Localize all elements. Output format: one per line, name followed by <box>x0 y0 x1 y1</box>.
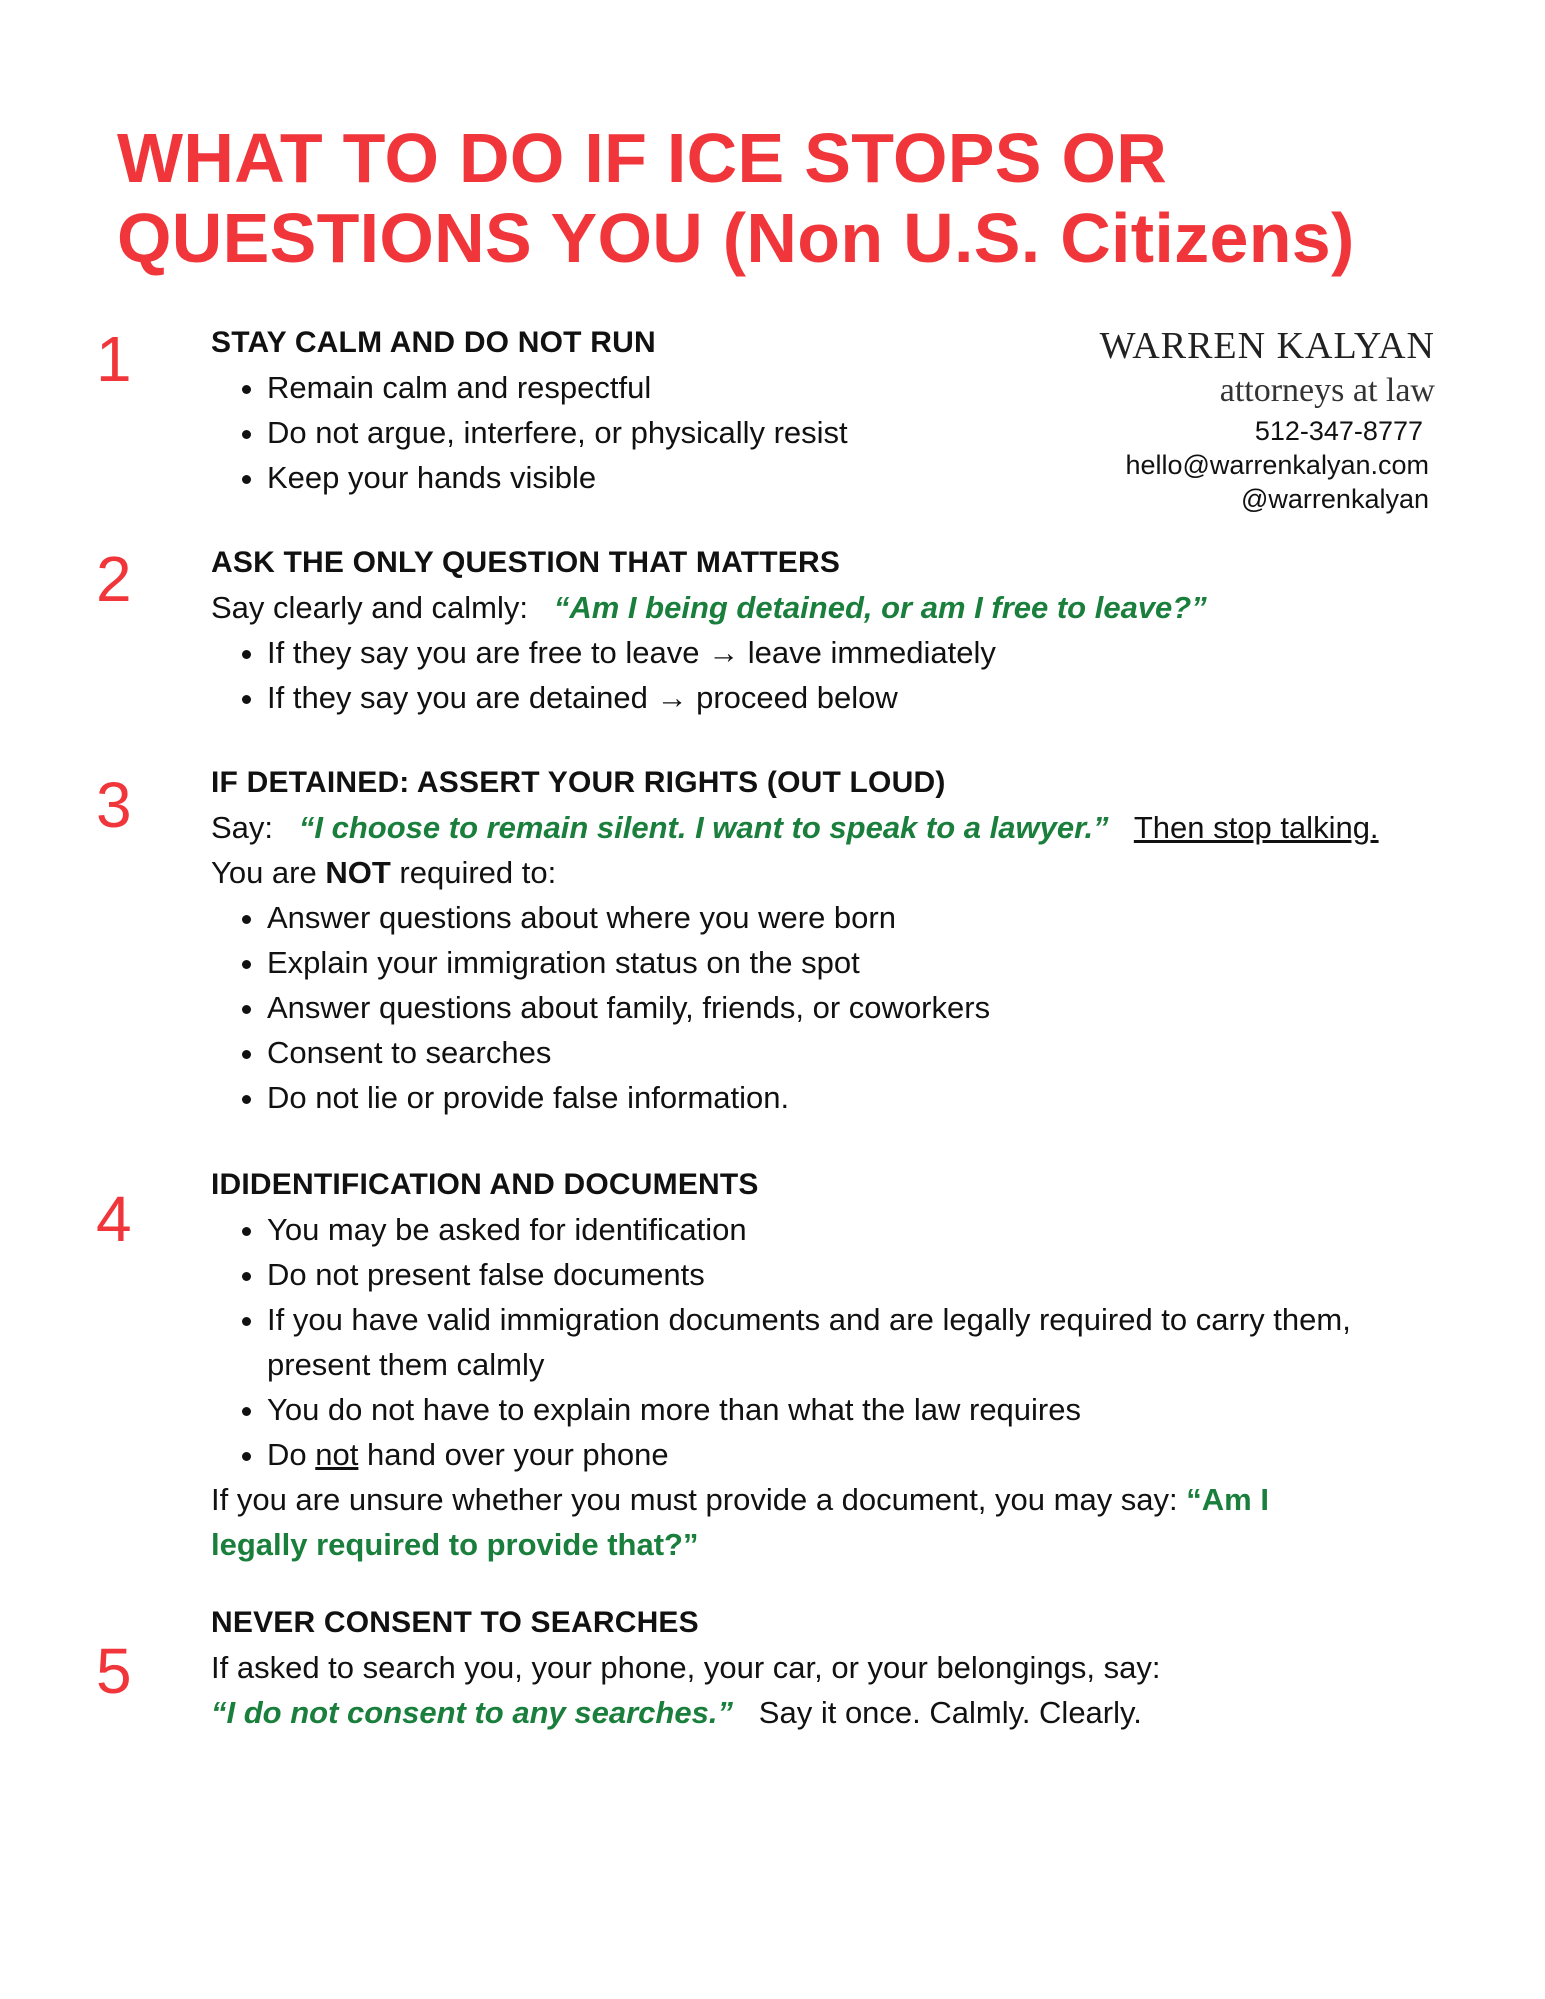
search-instruction-line: If asked to search you, your phone, your car, or your belongings, say: <box>211 1650 1161 1685</box>
list-item: • If they say you are detained → proceed below <box>267 675 1445 720</box>
section-title: STAY CALM AND DO NOT RUN <box>211 326 656 359</box>
section-content <box>211 760 1445 1120</box>
list-item: • Answer questions about family, friends, or coworkers <box>267 985 1445 1030</box>
search-quote-line <box>211 1690 1445 1735</box>
list-item: • Answer questions about where you were born <box>267 895 1445 940</box>
list-item: • If they say you are free to leave → leave immediately <box>267 630 1445 675</box>
instruction-line <box>211 585 1445 630</box>
section-title: IF DETAINED: ASSERT YOUR RIGHTS (OUT LOUD) <box>211 766 946 799</box>
document-note-quote-end: legally required to provide that?” <box>211 1527 699 1562</box>
not-required-suffix: required to: <box>399 855 557 890</box>
firm-name: WARREN KALYAN <box>1099 325 1435 367</box>
list-item: • Keep your hands visible <box>267 455 1445 500</box>
bullet-list <box>211 895 1445 1120</box>
list-item: • Remain calm and respectful <box>267 365 1445 410</box>
phone-bullet-emphasis: not <box>315 1437 359 1472</box>
firm-handle[interactable]: @warrenkalyan <box>1241 484 1429 514</box>
say-it-once-text: Say it once. Calmly. Clearly. <box>758 1695 1142 1730</box>
phone-bullet-post: hand over your phone <box>367 1437 669 1472</box>
phone-bullet-pre: Do <box>267 1437 307 1472</box>
document-note-line-1 <box>211 1477 1445 1522</box>
list-item: • Do not argue, interfere, or physically resist <box>267 410 1445 455</box>
list-item: • Do not present false documents <box>267 1252 1445 1297</box>
section-content <box>211 1600 1445 1735</box>
section-number: 5 <box>96 1635 132 1707</box>
page-title-line-2: QUESTIONS YOU (Non U.S. Citizens) <box>117 199 1355 277</box>
section-title: NEVER CONSENT TO SEARCHES <box>211 1606 699 1639</box>
bullet-list <box>211 630 1445 720</box>
not-required-emphasis: NOT <box>325 855 391 890</box>
detained-question-quote: “Am I being detained, or am I free to leave?” <box>553 590 1207 625</box>
list-item: • You do not have to explain more than what the law requires <box>267 1387 1445 1432</box>
instruction-text: Say clearly and calmly: <box>211 590 529 625</box>
firm-tagline: attorneys at law <box>1219 372 1435 409</box>
list-item: • You may be asked for identification <box>267 1207 1445 1252</box>
section-number: 2 <box>96 543 132 615</box>
list-item: • Do not lie or provide false information. <box>267 1075 1445 1120</box>
remain-silent-quote: “I choose to remain silent. I want to speak to a lawyer.” <box>298 810 1109 845</box>
firm-phone[interactable]: 512-347-8777 <box>1254 416 1423 446</box>
no-consent-quote: “I do not consent to any searches.” <box>211 1695 733 1730</box>
list-item: • If you have valid immigration documents and are legally required to carry them, present them calmly <box>267 1297 1445 1387</box>
section-content <box>211 540 1445 720</box>
section-title: ASK THE ONLY QUESTION THAT MATTERS <box>211 546 841 579</box>
list-item: • Consent to searches <box>267 1030 1445 1075</box>
page-title-line-1: WHAT TO DO IF ICE STOPS OR <box>117 119 1168 197</box>
list-item: • Explain your immigration status on the spot <box>267 940 1445 985</box>
firm-email[interactable]: hello@warrenkalyan.com <box>1125 450 1429 480</box>
instruction-text: Say: <box>211 810 274 845</box>
instruction-line <box>211 805 1445 850</box>
bullet-list <box>211 365 1445 500</box>
page-title <box>117 118 1355 278</box>
section-title: IDIDENTIFICATION AND DOCUMENTS <box>211 1168 759 1201</box>
stop-talking-text: Then stop talking. <box>1133 810 1379 845</box>
not-required-prefix: You are <box>211 855 317 890</box>
list-item <box>267 1432 1445 1477</box>
not-required-line <box>211 850 1445 895</box>
section-content <box>211 1162 1445 1567</box>
section-number: 4 <box>96 1183 132 1255</box>
section-number: 3 <box>96 769 132 841</box>
document-note-line-2 <box>211 1522 1445 1567</box>
bullet-list <box>211 1207 1445 1477</box>
section-content <box>211 320 1445 500</box>
document-note-quote-start: “Am I <box>1186 1482 1269 1517</box>
document-note-text: If you are unsure whether you must provide a document, you may say: <box>211 1482 1178 1517</box>
section-number: 1 <box>96 323 132 395</box>
